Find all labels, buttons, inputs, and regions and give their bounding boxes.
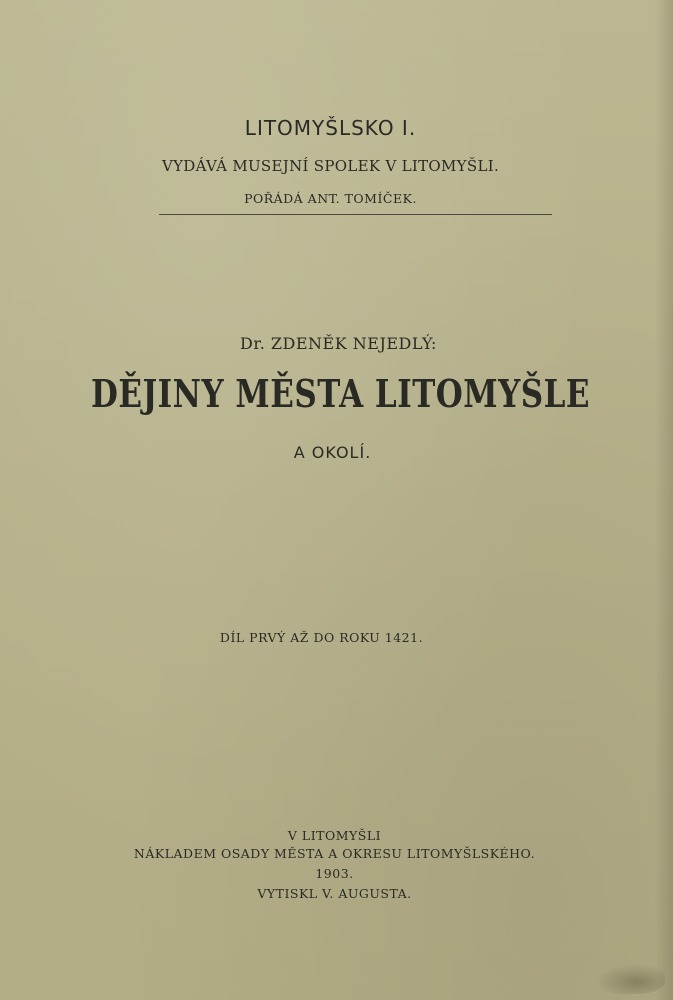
publisher-line: VYDÁVÁ MUSEJNÍ SPOLEK V LITOMYŠLI. xyxy=(161,157,500,175)
paper-stain xyxy=(595,964,665,994)
imprint-place: V LITOMYŠLI xyxy=(287,828,382,843)
book-title: DĚJINY MĚSTA LITOMYŠLE xyxy=(90,372,591,417)
imprint-printer: VYTISKL V. AUGUSTA. xyxy=(257,886,412,901)
series-title: LITOMYŠLSKO I. xyxy=(244,116,417,140)
imprint-publisher: NÁKLADEM OSADY MĚSTA A OKRESU LITOMYŠLSKÉHO. xyxy=(133,846,536,861)
volume-line: DÍL PRVÝ AŽ DO ROKU 1421. xyxy=(219,630,424,645)
book-subtitle: A OKOLÍ. xyxy=(293,443,372,462)
header-divider xyxy=(159,214,552,215)
author-name: Dr. ZDENĚK NEJEDLÝ: xyxy=(240,334,437,353)
imprint-year: 1903. xyxy=(315,866,354,881)
editor-line: POŘÁDÁ ANT. TOMÍČEK. xyxy=(244,191,417,206)
